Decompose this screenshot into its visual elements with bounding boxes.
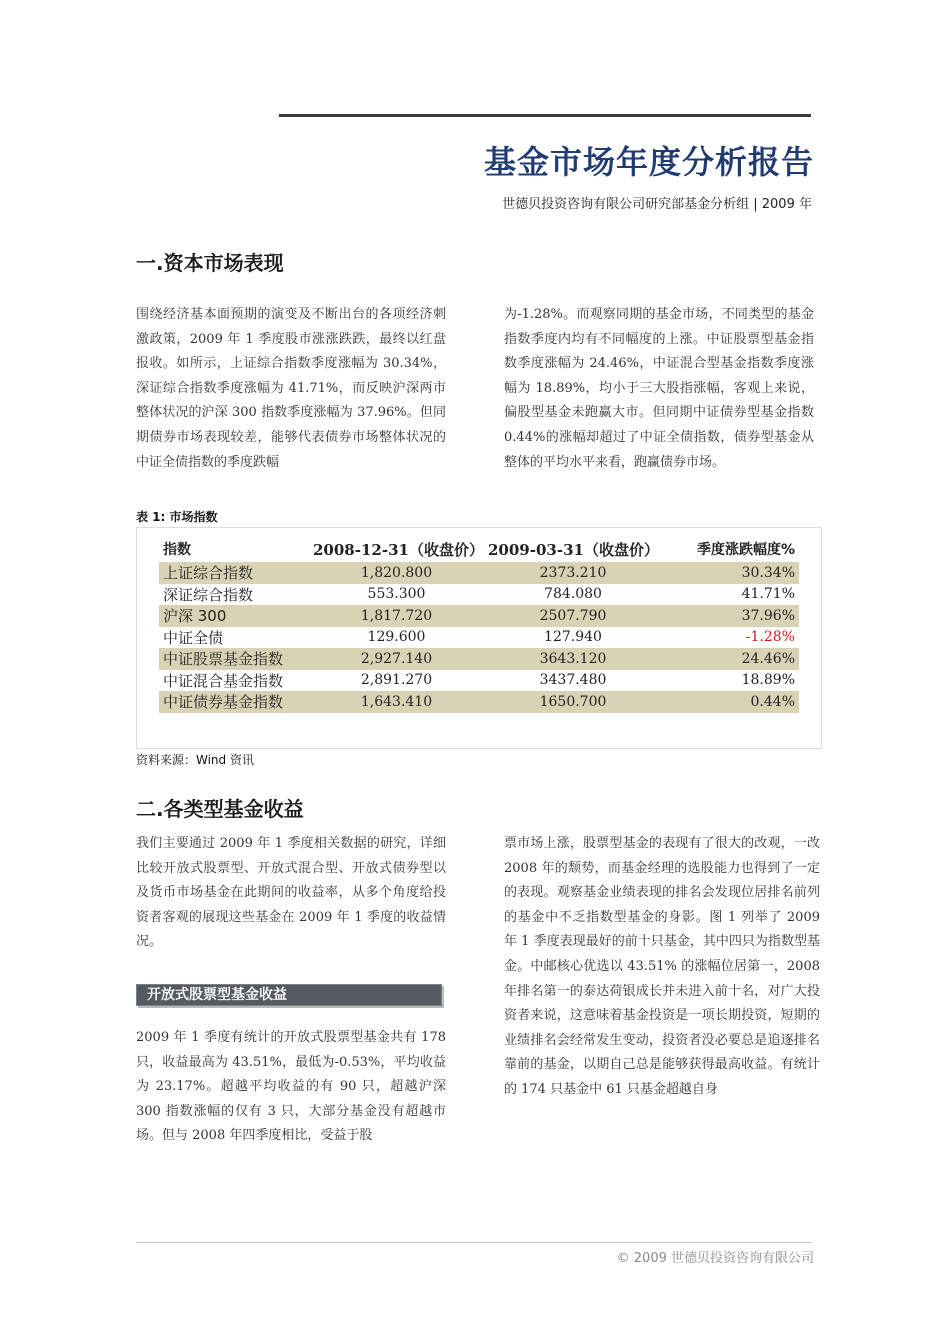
cell-close-2008: 129.600 xyxy=(367,629,426,646)
table-header-row xyxy=(159,540,799,562)
cell-index-name: 中证股票基金指数 xyxy=(159,648,309,670)
section1-paragraph-right: 为-1.28%。而观察同期的基金市场，不同类型的基金指数季度内均有不同幅度的上涨。中证股票型基金指数季度涨幅为 24.46%，中证混合型基金指数季度涨幅为 18.89%，均小于三大股指涨幅，客观上来说，偏股型基金未跑赢大市。但同期中证债券型基金指数 0.44%的涨幅却超过了中证全债指数，债券型基金从整体的平均水平来看，跑赢债券市场。 xyxy=(504,307,814,470)
cell-close-2008: 1,817.720 xyxy=(309,605,484,627)
subsection-title: 开放式股票型基金收益 xyxy=(147,987,287,1003)
cell-change: 30.34% xyxy=(662,562,799,584)
header-rule xyxy=(279,114,811,117)
header-cell-close-2009: 2009-03-31（收盘价） xyxy=(488,541,659,559)
market-index-table-frame xyxy=(136,527,822,749)
table-row xyxy=(159,627,799,649)
section2-paragraph-right: 票市场上涨，股票型基金的表现有了很大的改观，一改 2008 年的颓势，而基金经理的选股能力也得到了一定的表现。观察基金业绩表现的排名会发现位居排名前列的基金中不乏指数型基金的身影。图 1 列举了 2009 年 1 季度表现最好的前十只基金，其中四只为指数型基金。中邮核心优选以 43.51% 的涨幅位居第一，2008 年排名第一的泰达荷银成长并未进入前十名，对广大投资者来说，这意味着基金投资是一项长期投资，短期的业绩排名会经常发生变动，投资者没必要总是追逐排名靠前的基金，以期自己总是能够获得最高收益。有统计的 174 只基金中 61 只基金超越自身 xyxy=(504,836,820,1097)
table-row xyxy=(159,691,799,713)
cell-close-2008: 553.300 xyxy=(367,586,426,603)
cell-close-2008: 2,891.270 xyxy=(360,672,433,689)
footer-rule xyxy=(136,1242,812,1243)
cell-close-2008: 2,927.140 xyxy=(309,648,484,670)
section2-paragraph-left: 2009 年 1 季度有统计的开放式股票型基金共有 178 只，收益最高为 43.51%，最低为-0.53%，平均收益为 23.17%。超越平均收益的有 90 只，超越沪深 300 指数涨幅的仅有 3 只，大部分基金没有超越市场。但与 2008 年四季度相比，受益于股 xyxy=(136,1030,446,1144)
cell-index-name: 中证债券基金指数 xyxy=(159,691,309,713)
cell-close-2009: 2373.210 xyxy=(484,562,662,584)
cell-close-2009: 3643.120 xyxy=(484,648,662,670)
report-subtitle: 世德贝投资咨询有限公司研究部基金分析组 | 2009 年 xyxy=(502,197,812,212)
section1-heading: 一.资本市场表现 xyxy=(136,251,284,275)
cell-change: 37.96% xyxy=(662,605,799,627)
footer-copyright: © 2009 世德贝投资咨询有限公司 xyxy=(616,1251,814,1266)
section2-heading: 二.各类型基金收益 xyxy=(136,797,304,821)
cell-close-2009: 2507.790 xyxy=(484,605,662,627)
report-title: 基金市场年度分析报告 xyxy=(483,143,814,181)
table-source: 资料来源：Wind 资讯 xyxy=(136,753,254,767)
table-caption: 表 1: 市场指数 xyxy=(136,510,218,524)
section2-paragraph-intro: 我们主要通过 2009 年 1 季度相关数据的研究，详细比较开放式股票型、开放式混合型、开放式债券型以及货币市场基金在此期间的收益率，从多个角度给投资者客观的展现这些基金在 2009 年 1 季度的收益情况。 xyxy=(136,836,446,950)
cell-close-2008: 1,643.410 xyxy=(309,691,484,713)
cell-close-2009: 127.940 xyxy=(544,629,602,646)
cell-change-negative: -1.28% xyxy=(745,629,795,646)
header-cell-close-2008: 2008-12-31（收盘价） xyxy=(313,541,484,559)
cell-index-name: 中证混合基金指数 xyxy=(163,671,284,690)
section1-paragraph-left: 围绕经济基本面预期的演变及不断出台的各项经济刺激政策，2009 年 1 季度股市涨涨跌跌，最终以红盘报收。如所示，上证综合指数季度涨幅为 30.34%，深证综合指数季度涨幅为 41.71%，而反映沪深两市整体状况的沪深 300 指数季度涨幅为 37.96%。但同期债券市场表现较差，能够代表债券市场整体状况的中证全债指数的季度跌幅 xyxy=(136,307,446,470)
cell-change: 18.89% xyxy=(741,672,795,689)
table-row xyxy=(159,584,799,606)
cell-change: 24.46% xyxy=(662,648,799,670)
header-cell-change: 季度涨跌幅度% xyxy=(696,542,795,558)
market-index-table xyxy=(159,540,799,713)
cell-index-name: 深证综合指数 xyxy=(163,585,254,604)
cell-close-2008: 1,820.800 xyxy=(309,562,484,584)
cell-change: 41.71% xyxy=(741,586,795,603)
table-row xyxy=(159,562,799,584)
header-cell-index: 指数 xyxy=(163,542,191,558)
cell-close-2009: 1650.700 xyxy=(484,691,662,713)
cell-index-name: 中证全债 xyxy=(163,628,224,647)
cell-index-name: 上证综合指数 xyxy=(159,562,309,584)
cell-index-name: 沪深 300 xyxy=(159,605,309,627)
cell-change: 0.44% xyxy=(662,691,799,713)
subsection-title-box xyxy=(136,984,442,1006)
cell-close-2009: 784.080 xyxy=(544,586,602,603)
table-row xyxy=(159,670,799,692)
table-row xyxy=(159,605,799,627)
cell-close-2009: 3437.480 xyxy=(539,672,607,689)
table-row xyxy=(159,648,799,670)
